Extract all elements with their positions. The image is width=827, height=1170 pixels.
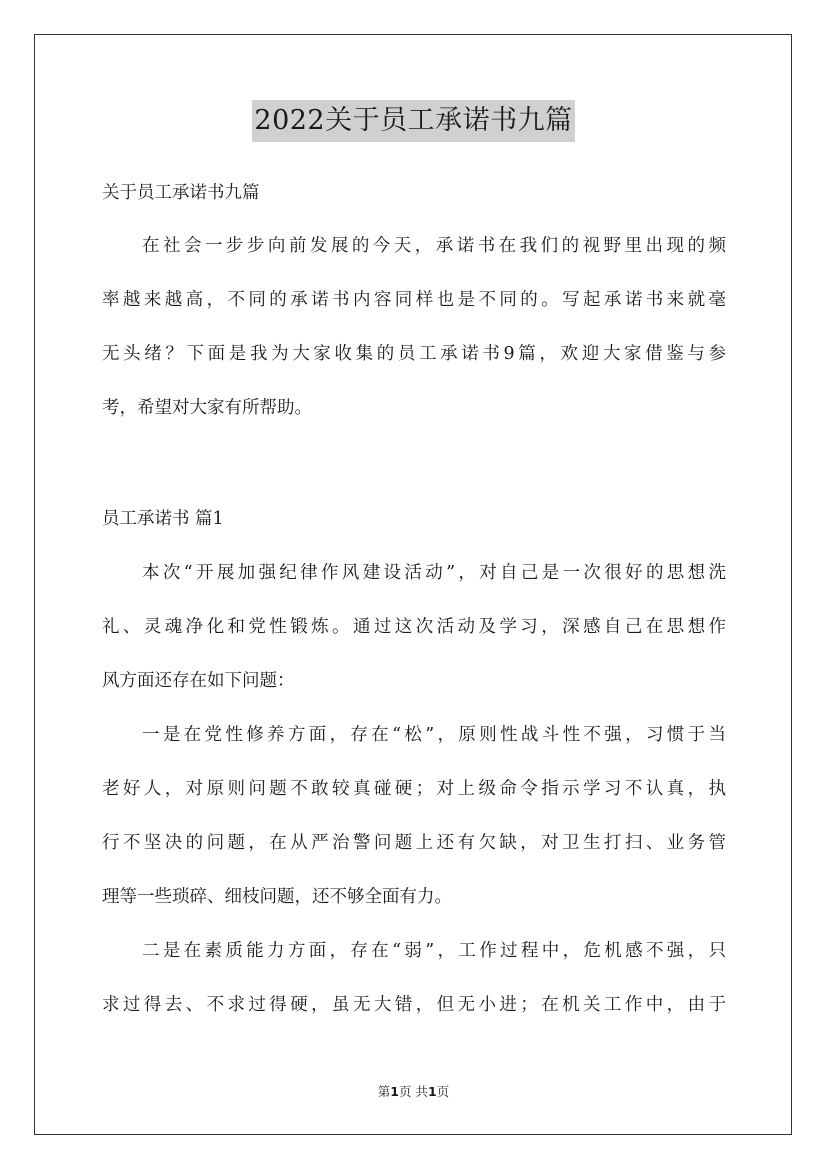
para2-line-3: 行不坚决的问题，在从严治警问题上还有欠缺，对卫生打扫、业务管 — [102, 833, 726, 853]
para3-line-2: 求过得去、不求过得硬，虽无大错，但无小进；在机关工作中，由于 — [102, 995, 726, 1015]
intro-line-4: 考，希望对大家有所帮助。 — [102, 398, 312, 418]
document-subtitle: 关于员工承诺书九篇 — [102, 183, 260, 203]
footer-prefix: 第 — [377, 1084, 391, 1099]
footer-page-number: 1 — [390, 1084, 399, 1099]
intro-line-3: 无头绪？下面是我为大家收集的员工承诺书9篇，欢迎大家借鉴与参 — [102, 344, 726, 364]
page-footer — [0, 1082, 827, 1100]
para3-line-1: 二是在素质能力方面，存在“弱”，工作过程中，危机感不强，只 — [142, 941, 726, 961]
para1-line-2: 礼、灵魂净化和党性锻炼。通过这次活动及学习，深感自己在思想作 — [102, 617, 726, 637]
footer-total-pages: 1 — [427, 1084, 437, 1099]
document-title: 2022关于员工承诺书九篇 — [252, 100, 574, 142]
section-heading: 员工承诺书 篇1 — [102, 509, 224, 529]
title-container — [0, 100, 827, 142]
intro-line-1: 在社会一步步向前发展的今天，承诺书在我们的视野里出现的频 — [142, 236, 726, 256]
footer-suffix: 页 — [436, 1084, 450, 1099]
para1-line-1: 本次“开展加强纪律作风建设活动”，对自己是一次很好的思想洗 — [142, 563, 726, 583]
intro-line-2: 率越来越高，不同的承诺书内容同样也是不同的。写起承诺书来就毫 — [102, 290, 726, 310]
para2-line-4: 理等一些琐碎、细枝问题，还不够全面有力。 — [102, 887, 452, 907]
para2-line-2: 老好人，对原则问题不敢较真碰硬；对上级命令指示学习不认真，执 — [102, 779, 726, 799]
footer-mid: 页 共 — [399, 1084, 428, 1099]
para2-line-1: 一是在党性修养方面，存在“松”，原则性战斗性不强，习惯于当 — [142, 725, 726, 745]
para1-line-3: 风方面还存在如下问题： — [102, 671, 295, 691]
